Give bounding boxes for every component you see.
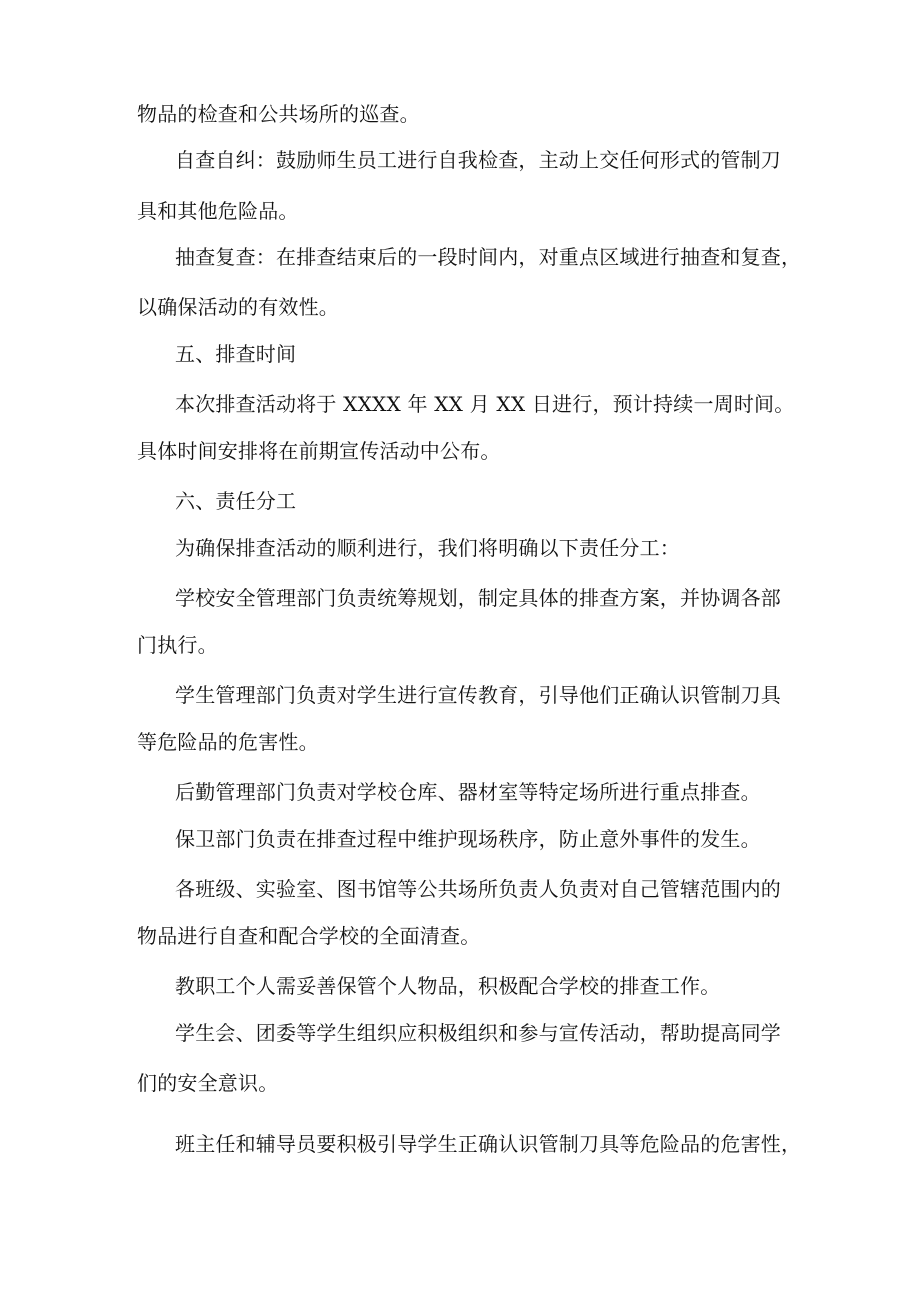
paragraph-line: 物品进行自查和配合学校的全面清查。 <box>137 924 481 948</box>
paragraph-line: 学生管理部门负责对学生进行宣传教育，引导他们正确认识管制刀具 <box>175 683 781 707</box>
paragraph-line: 各班级、实验室、图书馆等公共场所负责人负责对自己管辖范围内的 <box>175 877 781 901</box>
paragraph-line: 教职工个人需妥善保管个人物品，积极配合学校的排查工作。 <box>175 974 721 998</box>
paragraph-line: 为确保排查活动的顺利进行，我们将明确以下责任分工： <box>175 536 680 560</box>
paragraph-line: 班主任和辅导员要积极引导学生正确认识管制刀具等危险品的危害性， <box>175 1132 802 1156</box>
paragraph-line: 具体时间安排将在前期宣传活动中公布。 <box>137 439 501 463</box>
paragraph-line: 具和其他危险品。 <box>137 199 299 223</box>
paragraph-line: 保卫部门负责在排查过程中维护现场秩序，防止意外事件的发生。 <box>175 827 761 851</box>
paragraph-line: 学生会、团委等学生组织应积极组织和参与宣传活动，帮助提高同学 <box>175 1021 781 1045</box>
paragraph-line: 门执行。 <box>137 633 218 657</box>
paragraph-line: 后勤管理部门负责对学校仓库、器材室等特定场所进行重点排查。 <box>175 780 761 804</box>
paragraph-line: 物品的检查和公共场所的巡查。 <box>137 102 420 126</box>
paragraph-line: 学校安全管理部门负责统筹规划，制定具体的排查方案，并协调各部 <box>175 586 781 610</box>
paragraph-line: 抽查复查：在排查结束后的一段时间内，对重点区域进行抽查和复查， <box>175 245 802 269</box>
paragraph-line: 自查自纠：鼓励师生员工进行自我检查，主动上交任何形式的管制刀 <box>175 148 781 172</box>
section-heading: 五、排查时间 <box>175 342 297 366</box>
paragraph-line: 们的安全意识。 <box>137 1071 279 1095</box>
section-heading: 六、责任分工 <box>175 489 297 513</box>
paragraph-line: 以确保活动的有效性。 <box>137 295 339 319</box>
paragraph-line: 本次排查活动将于 XXXX 年 XX 月 XX 日进行，预计持续一周时间。 <box>175 392 795 416</box>
paragraph-line: 等危险品的危害性。 <box>137 730 319 754</box>
